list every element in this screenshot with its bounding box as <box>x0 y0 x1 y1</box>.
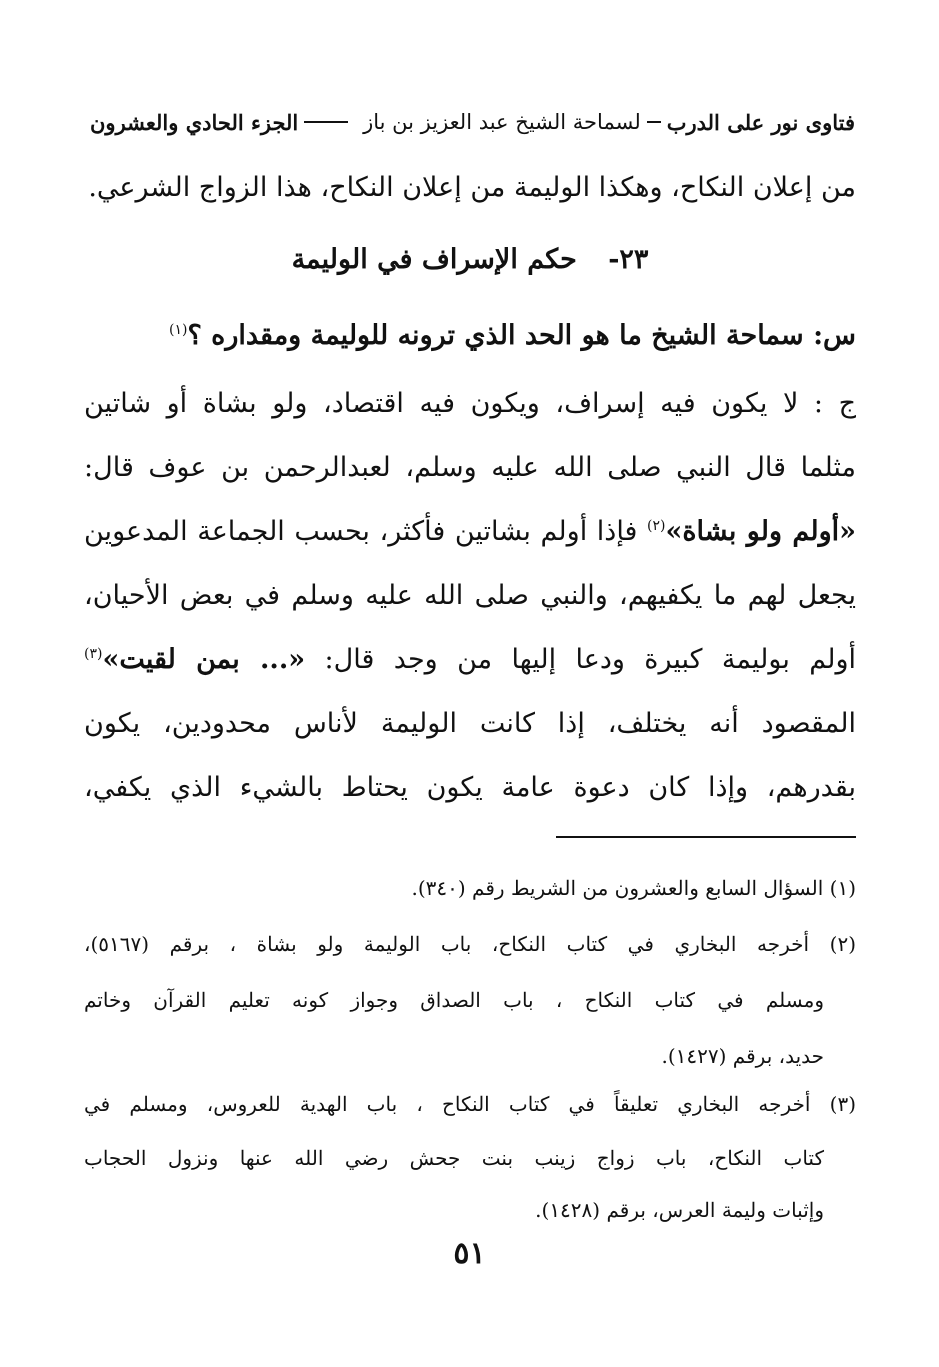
question <box>84 316 856 356</box>
heading-title: حكم الإسراف في الوليمة <box>291 244 577 275</box>
footnote-3-line-3: وإثبات وليمة العرس، برقم (١٤٢٨). <box>535 1198 824 1222</box>
running-header <box>90 102 855 142</box>
footnote-ref-1: (١) <box>168 322 188 338</box>
header-part-group <box>90 110 354 135</box>
answer-line-5 <box>84 640 856 680</box>
part-name: الجزء الحادي والعشرون <box>90 109 299 135</box>
footnote-2-line-1: (٢) أخرجه البخاري في كتاب النكاح، باب الوليمة ولو بشاة ، برقم (٥١٦٧)، <box>84 932 856 956</box>
section-heading <box>84 240 856 280</box>
hadith-quote-1: «أولم ولو بشاة» <box>665 516 856 547</box>
question-text: س: سماحة الشيخ ما هو الحد الذي ترونه للوليمة ومقداره ؟ <box>187 320 856 351</box>
footnote-2-line-2: ومسلم في كتاب النكاح ، باب الصداق وجواز كونه تعليم القرآن وخاتم <box>84 988 824 1012</box>
footnote-3-line-1: (٣) أخرجه البخاري تعليقاً في كتاب النكاح ، باب الهدية للعروس، ومسلم في <box>84 1092 856 1116</box>
hadith-quote-2: «... بمن لقيت» <box>102 644 306 675</box>
book-title: فتاوى نور على الدرب <box>666 109 855 135</box>
header-dash <box>647 121 661 123</box>
footnote-1: (١) السؤال السابع والعشرون من الشريط رقم (٣٤٠). <box>411 876 856 900</box>
answer-line-5-text: أولم بوليمة كبيرة ودعا إليها من وجد قال: <box>305 644 856 675</box>
answer-line-6: المقصود أنه يختلف، إذا كانت الوليمة لأناس محدودين، يكون <box>84 708 856 739</box>
answer-line-2: مثلما قال النبي صلى الله عليه وسلم، لعبدالرحمن بن عوف قال: <box>84 452 856 483</box>
answer-line-7: بقدرهم، وإذا كان دعوة عامة يكون يحتاط بالشيء الذي يكفي، <box>84 772 856 803</box>
answer-line-3-text: فإذا أولم بشاتين فأكثر، بحسب الجماعة المدعوين <box>84 516 638 547</box>
footnote-ref-3: (٣) <box>84 646 103 662</box>
answer-line-3 <box>84 512 856 552</box>
page-number: ٥١ <box>453 1236 486 1271</box>
heading-number: ٢٣- <box>608 244 649 275</box>
footnote-2-line-3: حديد، برقم (١٤٢٧). <box>661 1044 824 1068</box>
footnote-ref-2: (٢) <box>647 518 666 534</box>
footnote-3-line-2: كتاب النكاح، باب زواج زينب بنت جحش رضي الله عنها ونزول الحجاب <box>84 1146 824 1170</box>
answer-line-1: ج : لا يكون فيه إسراف، ويكون فيه اقتصاد، ولو بشاة أو شاتين <box>84 388 856 419</box>
header-title-group <box>363 110 855 135</box>
header-rule <box>304 121 348 123</box>
footnote-separator <box>556 836 856 838</box>
author-name: لسماحة الشيخ عبد العزيز بن باز <box>363 110 641 134</box>
answer-line-4: يجعل لهم ما يكفيهم، والنبي صلى الله عليه وسلم في بعض الأحيان، <box>84 580 856 611</box>
continuation-line: من إعلان النكاح، وهكذا الوليمة من إعلان النكاح، هذا الزواج الشرعي. <box>88 172 856 203</box>
